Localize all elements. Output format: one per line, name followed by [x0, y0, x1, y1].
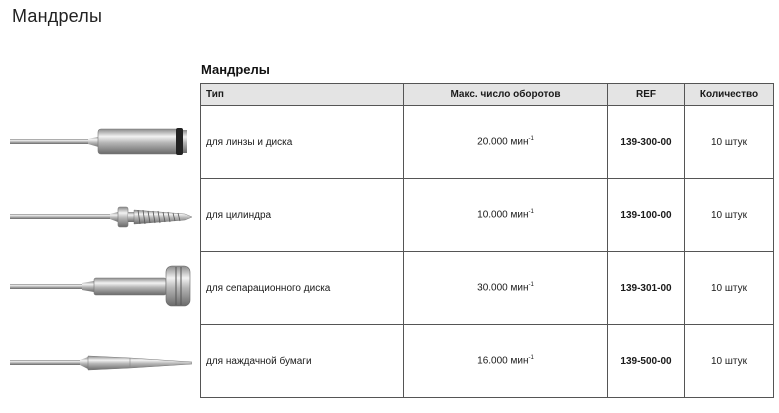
cell-qty: 10 штук [685, 179, 774, 252]
mandrel-separating-disc-icon [10, 263, 192, 307]
cell-rpm [404, 252, 608, 325]
rpm-value: 10.000 мин [477, 209, 529, 221]
cell-type: для сепарационного диска [201, 252, 404, 325]
header-qty: Количество [685, 84, 774, 106]
rpm-value: 30.000 мин [477, 282, 529, 294]
header-rpm: Макс. число оборотов [404, 84, 608, 106]
table-row [201, 179, 774, 252]
header-type: Тип [201, 84, 404, 106]
rpm-value: 20.000 мин [477, 136, 529, 148]
cell-ref: 139-500-00 [608, 325, 685, 398]
cell-rpm [404, 179, 608, 252]
table-row [201, 325, 774, 398]
cell-qty: 10 штук [685, 252, 774, 325]
mandrel-cylinder-icon [10, 195, 192, 239]
table-title: Мандрелы [201, 62, 270, 77]
product-table [200, 83, 774, 398]
table-row [201, 106, 774, 179]
rpm-exponent: -1 [528, 136, 534, 143]
cell-qty: 10 штук [685, 106, 774, 179]
header-ref: REF [608, 84, 685, 106]
cell-rpm [404, 325, 608, 398]
rpm-value: 16.000 мин [477, 355, 529, 367]
cell-ref: 139-100-00 [608, 179, 685, 252]
rpm-exponent: -1 [528, 355, 534, 362]
cell-ref: 139-300-00 [608, 106, 685, 179]
cell-qty: 10 штук [685, 325, 774, 398]
table-header-row [201, 84, 774, 106]
page-title: Мандрелы [12, 6, 103, 26]
rpm-exponent: -1 [528, 282, 534, 289]
mandrel-lens-disc-icon [10, 120, 192, 164]
cell-type: для цилиндра [201, 179, 404, 252]
cell-type: для линзы и диска [201, 106, 404, 179]
cell-type: для наждачной бумаги [201, 325, 404, 398]
cell-ref: 139-301-00 [608, 252, 685, 325]
table-row [201, 252, 774, 325]
rpm-exponent: -1 [528, 209, 534, 216]
cell-rpm [404, 106, 608, 179]
mandrel-sandpaper-icon [10, 341, 192, 385]
